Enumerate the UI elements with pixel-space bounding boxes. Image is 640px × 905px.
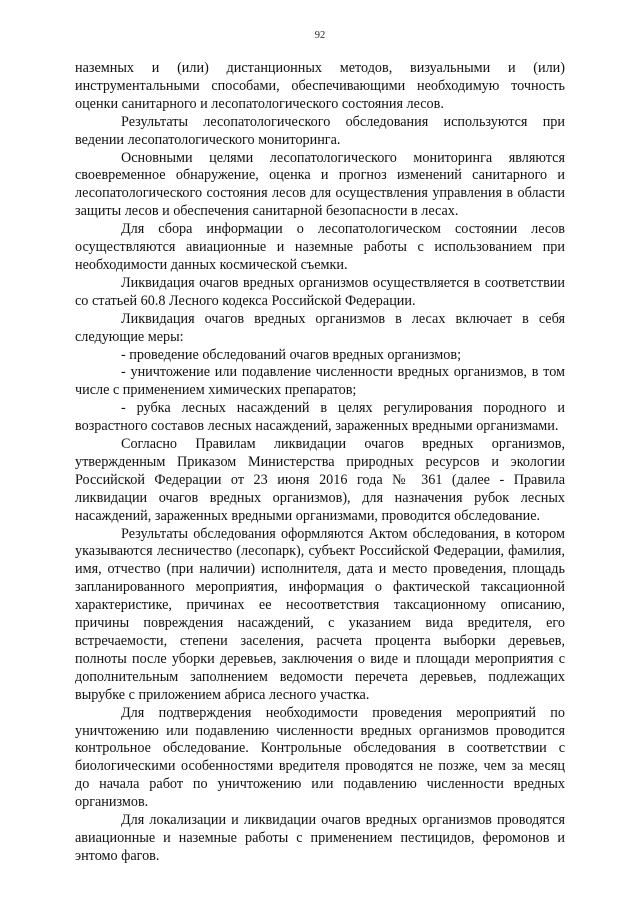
paragraph-liquidation-law: Ликвидация очагов вредных организмов осуществляется в соответствии со статьей 60.8 Лесного кодекса Российской Федерации. (75, 274, 565, 309)
paragraph-monitoring-goals: Основными целями лесопатологического мониторинга являются своевременное обнаружение, оценка и прогноз изменений санитарного и лесопатологического состояния лесов для осуществления управления в области защиты лесов и обеспечения санитарной безопасности в лесах. (75, 149, 565, 220)
paragraph-survey-act: Результаты обследования оформляются Актом обследования, в котором указываются лесничество (лесопарк), субъект Российской Федерации, фамилия, имя, отчество (при наличии) исполнителя, дата и место проведения, площадь запланированного мероприятия, информация о фактической таксационной характеристике, причинах ее несоответствия таксационному описанию, причины повреждения насаждений, с указанием вида вредителя, его встречаемости, степени заселения, расчета процента выборки деревьев, полноты после уборки деревьев, заключения о виде и площади мероприятия с дополнительным заполнением ведомости перечета деревьев, подлежащих вырубке с приложением абриса лесного участка. (75, 525, 565, 703)
list-item: - проведение обследований очагов вредных организмов; (121, 346, 462, 363)
paragraph-control-survey: Для подтверждения необходимости проведения мероприятий по уничтожению или подавлению численности вредных организмов проводится контрольное обследование. Контрольные обследования в соответствии с биологическими особенностями вредителя проводятся не позже, чем за месяц до начала работ по уничтожению или подавлению численности вредных организмов. (75, 704, 565, 811)
body-text (75, 60, 565, 866)
list-item: - рубка лесных насаждений в целях регулирования породного и возрастного составов лесных насаждений, зараженных вредными организмами. (75, 400, 565, 435)
page-number: 92 (314, 30, 326, 41)
paragraph-localization: Для локализации и ликвидации очагов вредных организмов проводятся авиационные и наземные работы с применением пестицидов, феромонов и энтомо фагов. (75, 812, 565, 864)
paragraph-survey-results: Результаты лесопатологического обследования используются при ведении лесопатологического мониторинга. (75, 113, 565, 148)
list-item: - уничтожение или подавление численности вредных организмов, в том числе с применением химических препаратов; (75, 364, 565, 399)
paragraph-continuation: наземных и (или) дистанционных методов, визуальными и (или) инструментальными способами, обеспечивающими необходимую точность оценки санитарного и лесопатологического состояния лесов. (75, 60, 565, 112)
paragraph-rules-reference: Согласно Правилам ликвидации очагов вредных организмов, утвержденным Приказом Министерства природных ресурсов и экологии Российской Федерации от 23 июня 2016 года № 361 (далее - Правила ликвидации очагов вредных организмов), для назначения рубок лесных насаждений, зараженных вредными организмами, проводится обследование. (75, 436, 565, 524)
paragraph-liquidation-measures: Ликвидация очагов вредных организмов в лесах включает в себя следующие меры: (75, 310, 565, 345)
paragraph-data-collection: Для сбора информации о лесопатологическом состоянии лесов осуществляются авиационные и наземные работы с использованием при необходимости данных космической съемки. (75, 221, 565, 273)
